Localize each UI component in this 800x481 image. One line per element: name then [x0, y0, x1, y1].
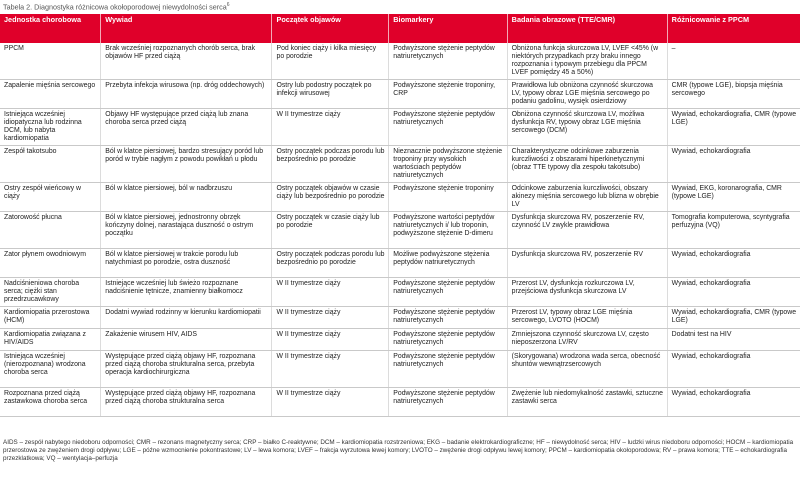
- column-header-biomarkers: Biomarkery: [389, 14, 507, 43]
- cell-disease: Zator płynem owodniowym: [0, 248, 101, 277]
- table-caption-text: Tabela 2. Diagnostyka różnicowa okołoporodowej niewydolności serca: [3, 2, 227, 12]
- table-row: [0, 43, 800, 79]
- cell-disease: Istniejąca wcześniej (nierozpoznana) wrodzona choroba serca: [0, 350, 101, 387]
- cell-differentiation: Wywiad, EKG, koronarografia, CMR (typowe LGE): [667, 182, 800, 211]
- cell-biomarkers: Podwyższone stężenie peptydów natriuretycznych: [389, 108, 507, 145]
- column-header-differentiation: Różnicowanie z PPCM: [667, 14, 800, 43]
- cell-differentiation: Wywiad, echokardiografia: [667, 248, 800, 277]
- cell-onset: Ostry lub podostry początek po infekcji wirusowej: [272, 79, 389, 108]
- cell-biomarkers: Nieznacznie podwyższone stężenie troponiny przy wysokich wartościach peptydów natriuretycznych: [389, 145, 507, 182]
- cell-disease: Nadciśnieniowa choroba serca; ciężki stan przedrzucawkowy: [0, 277, 101, 306]
- cell-imaging: Dysfunkcja skurczowa RV, poszerzenie RV, czynność LV zwykle prawidłowa: [507, 211, 667, 248]
- cell-differentiation: Wywiad, echokardiografia: [667, 387, 800, 416]
- differential-diagnosis-table: [0, 14, 800, 417]
- caption-reference: 6: [226, 2, 230, 8]
- column-header-onset: Początek objawów: [272, 14, 389, 43]
- table-row: [0, 277, 800, 306]
- cell-onset: W II trymestrze ciąży: [272, 306, 389, 328]
- cell-biomarkers: Podwyższone stężenie troponiny, CRP: [389, 79, 507, 108]
- cell-biomarkers: Podwyższone stężenie peptydów natriuretycznych: [389, 387, 507, 416]
- cell-differentiation: Wywiad, echokardiografia, CMR (typowe LGE): [667, 108, 800, 145]
- cell-imaging: Prawidłowa lub obniżona czynność skurczowa LV, typowy obraz LGE mięśnia sercowego po podaniu gadolinu, wysięk osierdziowy: [507, 79, 667, 108]
- table-row: [0, 328, 800, 350]
- cell-onset: Ostry początek w czasie ciąży lub po porodzie: [272, 211, 389, 248]
- cell-imaging: Zwężenie lub niedomykalność zastawki, sztuczne zastawki serca: [507, 387, 667, 416]
- cell-biomarkers: Podwyższone stężenie peptydów natriuretycznych: [389, 350, 507, 387]
- cell-onset: Ostry początek podczas porodu lub bezpośrednio po porodzie: [272, 248, 389, 277]
- cell-history: Przebyta infekcja wirusowa (np. dróg oddechowych): [101, 79, 272, 108]
- table-caption: [3, 2, 230, 11]
- cell-imaging: (Skorygowana) wrodzona wada serca, obecność shuntów wewnątrzsercowych: [507, 350, 667, 387]
- cell-biomarkers: Podwyższone stężenie peptydów natriuretycznych: [389, 43, 507, 79]
- cell-imaging: Dysfunkcja skurczowa RV, poszerzenie RV: [507, 248, 667, 277]
- cell-differentiation: Dodatni test na HIV: [667, 328, 800, 350]
- table-row: [0, 248, 800, 277]
- abbreviations-legend: AIDS – zespół nabytego niedoboru odporności; CMR – rezonans magnetyczny serca; CRP – białko C-reaktywne; DCM – kardiomiopatia rozstrzeniowa; EKG – badanie elektrokardiograficzne; HF – niewydolność serca; HIV – ludzki wirus niedoboru odporności; HOCM – kardiomiopatia przerostowa ze zwężeniem drogi odpływu; LGE – późne wzmocnienie pokontrastowe; LV – lewa komora; LVEF – frakcja wyrzutowa lewej komory; LVOTO – zwężenie drogi odpływu lewej komory; PPCM – kardiomiopatia okołoporodowa; RV – prawa komora; TTE – echokardiografia przezklatkowa; VQ – wentylacja–perfuzja: [3, 439, 794, 463]
- cell-history: Brak wcześniej rozpoznanych chorób serca, brak objawów HF przed ciążą: [101, 43, 272, 79]
- cell-differentiation: Wywiad, echokardiografia: [667, 350, 800, 387]
- cell-onset: W II trymestrze ciąży: [272, 277, 389, 306]
- cell-history: Zakażenie wirusem HIV, AIDS: [101, 328, 272, 350]
- cell-history: Występujące przed ciążą objawy HF, rozpoznana przed ciążą choroba strukturalna serca: [101, 387, 272, 416]
- cell-history: Ból w klatce piersiowej, bardzo stresujący poród lub poród w trybie nagłym z powodu powikłań u płodu: [101, 145, 272, 182]
- cell-disease: Istniejąca wcześniej idiopatyczna lub rodzinna DCM, lub nabyta kardiomiopatia: [0, 108, 101, 145]
- cell-differentiation: Wywiad, echokardiografia: [667, 277, 800, 306]
- cell-history: Istniejące wcześniej lub świeżo rozpoznane nadciśnienie tętnicze, znamienny białkomocz: [101, 277, 272, 306]
- cell-disease: Kardiomiopatia przerostowa (HCM): [0, 306, 101, 328]
- cell-differentiation: –: [667, 43, 800, 79]
- cell-imaging: Odcinkowe zaburzenia kurczliwości, obszary akinezy mięśnia sercowego lub blizna w obrębie LV: [507, 182, 667, 211]
- table-body: [0, 43, 800, 416]
- cell-imaging: Zmniejszona czynność skurczowa LV, często nieposzerzona LV/RV: [507, 328, 667, 350]
- cell-biomarkers: Podwyższone stężenie peptydów natriuretycznych: [389, 277, 507, 306]
- cell-imaging: Charakterystyczne odcinkowe zaburzenia kurczliwości z obszarami hiperkinetycznymi (obraz TTE typowy dla zespołu takotsubo): [507, 145, 667, 182]
- cell-disease: Zapalenie mięśnia sercowego: [0, 79, 101, 108]
- cell-differentiation: Wywiad, echokardiografia, CMR (typowe LGE): [667, 306, 800, 328]
- cell-biomarkers: Możliwe podwyższone stężenia peptydów natriuretycznych: [389, 248, 507, 277]
- table-row: [0, 79, 800, 108]
- cell-biomarkers: Podwyższone stężenie peptydów natriuretycznych: [389, 306, 507, 328]
- cell-imaging: Obniżona czynność skurczowa LV, możliwa dysfunkcja RV, typowy obraz LGE mięśnia sercowego (DCM): [507, 108, 667, 145]
- cell-differentiation: CMR (typowe LGE), biopsja mięśnia sercowego: [667, 79, 800, 108]
- cell-history: Objawy HF występujące przed ciążą lub znana choroba serca przed ciążą: [101, 108, 272, 145]
- cell-differentiation: Tomografia komputerowa, scyntygrafia perfuzyjna (VQ): [667, 211, 800, 248]
- cell-onset: Pod koniec ciąży i kilka miesięcy po porodzie: [272, 43, 389, 79]
- cell-biomarkers: Podwyższone stężenie troponiny: [389, 182, 507, 211]
- cell-disease: Rozpoznana przed ciążą zastawkowa choroba serca: [0, 387, 101, 416]
- cell-history: Ból w klatce piersiowej, jednostronny obrzęk kończyny dolnej, narastająca duszność o ostrym początku: [101, 211, 272, 248]
- cell-history: Dodatni wywiad rodzinny w kierunku kardiomiopatii: [101, 306, 272, 328]
- cell-disease: Ostry zespół wieńcowy w ciąży: [0, 182, 101, 211]
- cell-history: Ból w klatce piersiowej w trakcie porodu lub natychmiast po porodzie, ostra duszność: [101, 248, 272, 277]
- table-row: [0, 350, 800, 387]
- cell-history: Występujące przed ciążą objawy HF, rozpoznana przed ciążą choroba strukturalna serca, przebyta operacja kardiochirurgiczna: [101, 350, 272, 387]
- cell-imaging: Przerost LV, typowy obraz LGE mięśnia sercowego, LVOTO (HOCM): [507, 306, 667, 328]
- cell-biomarkers: Podwyższone stężenie peptydów natriuretycznych: [389, 328, 507, 350]
- cell-onset: W II trymestrze ciąży: [272, 328, 389, 350]
- cell-onset: W II trymestrze ciąży: [272, 108, 389, 145]
- cell-imaging: Obniżona funkcja skurczowa LV, LVEF <45% (w niektórych przypadkach przy braku innego rozpoznania i typowym przebiegu dla PPCM LVEF pomiędzy 45 a 50%): [507, 43, 667, 79]
- table-row: [0, 387, 800, 416]
- cell-disease: Zespół takotsubo: [0, 145, 101, 182]
- column-header-imaging: Badania obrazowe (TTE/CMR): [507, 14, 667, 43]
- column-header-disease: Jednostka chorobowa: [0, 14, 101, 43]
- cell-history: Ból w klatce piersiowej, ból w nadbrzuszu: [101, 182, 272, 211]
- cell-onset: Ostry początek objawów w czasie ciąży lub bezpośrednio po porodzie: [272, 182, 389, 211]
- cell-disease: PPCM: [0, 43, 101, 79]
- cell-onset: W II trymestrze ciąży: [272, 350, 389, 387]
- cell-disease: Kardiomiopatia związana z HIV/AIDS: [0, 328, 101, 350]
- table-row: [0, 211, 800, 248]
- cell-differentiation: Wywiad, echokardiografia: [667, 145, 800, 182]
- table-header-row: [0, 14, 800, 43]
- cell-onset: Ostry początek podczas porodu lub bezpośrednio po porodzie: [272, 145, 389, 182]
- cell-imaging: Przerost LV, dysfunkcja rozkurczowa LV, przejściowa dysfunkcja skurczowa LV: [507, 277, 667, 306]
- table-row: [0, 182, 800, 211]
- cell-biomarkers: Podwyższone wartości peptydów natriuretycznych i/ lub troponin, podwyższone stężenie D-dimeru: [389, 211, 507, 248]
- cell-onset: W II trymestrze ciąży: [272, 387, 389, 416]
- table-row: [0, 145, 800, 182]
- column-header-history: Wywiad: [101, 14, 272, 43]
- cell-disease: Zatorowość płucna: [0, 211, 101, 248]
- table-row: [0, 306, 800, 328]
- table-row: [0, 108, 800, 145]
